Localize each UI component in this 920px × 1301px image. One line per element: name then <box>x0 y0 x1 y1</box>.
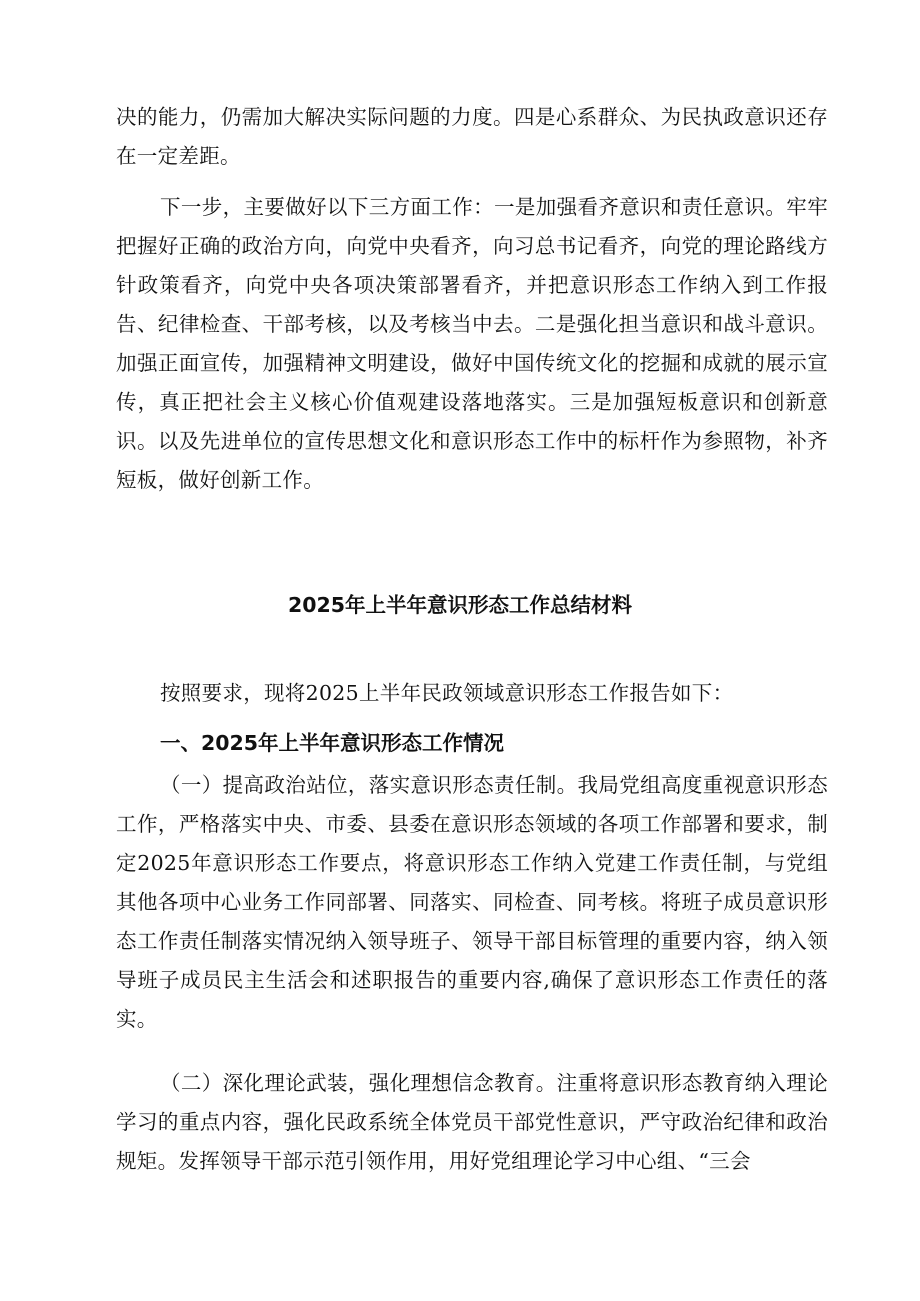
paragraph-continuation: 决的能力，仍需加大解决实际问题的力度。四是心系群众、为民执政意识还存在一定差距。 <box>116 105 828 168</box>
document-title: 2025年上半年意识形态工作总结材料 <box>287 593 633 617</box>
paragraph-section-2: （二）深化理论武装，强化理想信念教育。注重将意识形态教育纳入理论学习的重点内容，强化民政系统全体党员干部党性意识，严守政治纪律和政治规矩。发挥领导干部示范引领作用，用好党组理论学习中心组、“三会 <box>116 1071 828 1173</box>
paragraph-intro: 按照要求，现将2025上半年民政领域意识形态工作报告如下： <box>160 681 734 705</box>
paragraph-next-steps: 下一步，主要做好以下三方面工作：一是加强看齐意识和责任意识。牢牢把握好正确的政治方向，向党中央看齐，向习总书记看齐，向党的理论路线方针政策看齐，向党中央各项决策部署看齐，并把意识形态工作纳入到工作报告、纪律检查、干部考核，以及考核当中去。二是强化担当意识和战斗意识。加强正面宣传，加强精神文明建设，做好中国传统文化的挖掘和成就的展示宣传，真正把社会主义核心价值观建设落地落实。三是加强短板意识和创新意识。以及先进单位的宣传思想文化和意识形态工作中的标杆作为参照物，补齐短板，做好创新工作。 <box>116 195 828 492</box>
section-heading-1: 一、2025年上半年意识形态工作情况 <box>160 731 505 755</box>
paragraph-section-1: （一）提高政治站位，落实意识形态责任制。我局党组高度重视意识形态工作，严格落实中央、市委、县委在意识形态领域的各项工作部署和要求，制定2025年意识形态工作要点，将意识形态工作纳入党建工作责任制，与党组其他各项中心业务工作同部署、同落实、同检查、同考核。将班子成员意识形态工作责任制落实情况纳入领导班子、领导干部目标管理的重要内容，纳入领导班子成员民主生活会和述职报告的重要内容,确保了意识形态工作责任的落实。 <box>116 773 828 1031</box>
